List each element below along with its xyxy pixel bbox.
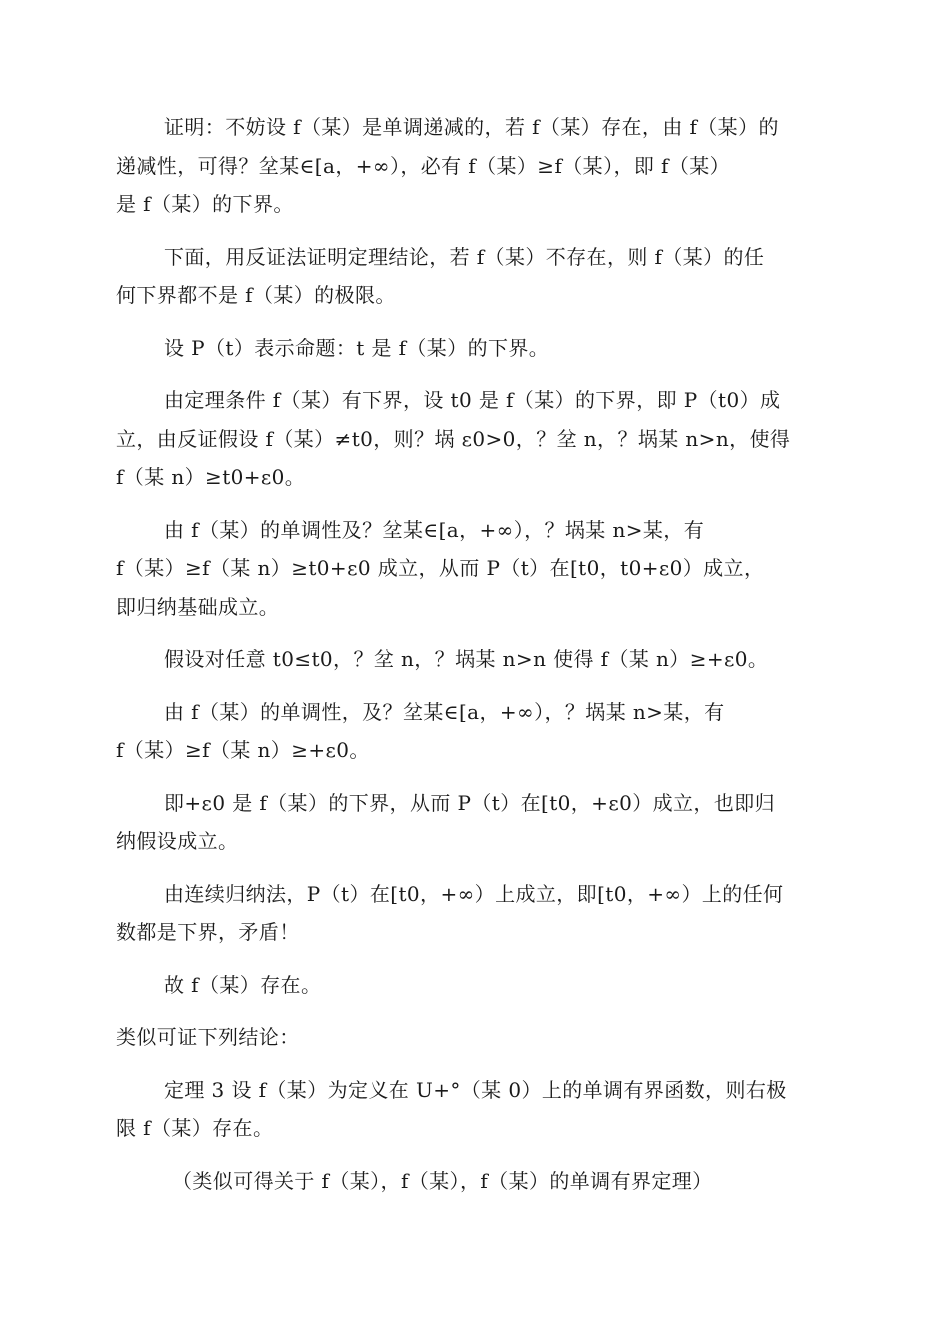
document-body bbox=[116, 108, 836, 1214]
paragraph-lower-bound bbox=[116, 784, 836, 861]
text-line: 证明：不妨设 f（某）是单调递减的，若 f（某）存在，由 f（某）的 bbox=[164, 115, 779, 139]
paragraph-note bbox=[116, 1162, 836, 1201]
text-line: f（某 n）≥t0+ε0。 bbox=[116, 465, 306, 489]
text-line: 由 f（某）的单调性及？坌某∈[a，+∞），？埚某 n>某，有 bbox=[164, 517, 705, 542]
text-line: 由连续归纳法，P（t）在[t0，+∞）上成立，即[t0，+∞）上的任何 bbox=[164, 881, 784, 906]
text-line: 由定理条件 f（某）有下界，设 t0 是 f（某）的下界，即 P（t0）成 bbox=[164, 388, 781, 412]
text-line: f（某）≥f（某 n）≥t0+ε0 成立，从而 P（t）在[t0，t0+ε0）成立， bbox=[116, 556, 765, 580]
text-line: 设 P（t）表示命题：t 是 f（某）的下界。 bbox=[164, 335, 550, 360]
text-line: f（某）≥f（某 n）≥+ε0。 bbox=[116, 738, 370, 762]
paragraph-base-case bbox=[116, 381, 836, 497]
text-line: 是 f（某）的下界。 bbox=[116, 192, 294, 216]
paragraph-contradiction-setup bbox=[116, 238, 836, 315]
text-line: 何下界都不是 f（某）的极限。 bbox=[116, 283, 396, 307]
paragraph-monotonicity-2 bbox=[116, 693, 836, 770]
text-line: 定理 3 设 f（某）为定义在 U+°（某 0）上的单调有界函数，则右极 bbox=[164, 1077, 787, 1102]
paragraph-proof-intro bbox=[116, 108, 836, 224]
paragraph-similar-results bbox=[116, 1018, 836, 1057]
paragraph-conclusion bbox=[116, 966, 836, 1005]
text-line: 数都是下界，矛盾！ bbox=[116, 920, 300, 944]
text-line: 即归纳基础成立。 bbox=[116, 594, 280, 619]
text-line: 假设对任意 t0≤t0，？坌 n，？埚某 n>n 使得 f（某 n）≥+ε0。 bbox=[164, 647, 769, 671]
text-line: 立，由反证假设 f（某）≠t0，则？埚 ε0>0，？坌 n，？埚某 n>n，使得 bbox=[116, 426, 791, 451]
text-line: 下面，用反证法证明定理结论，若 f（某）不存在，则 f（某）的任 bbox=[164, 244, 765, 269]
text-line: 纳假设成立。 bbox=[116, 829, 239, 853]
text-line: 故 f（某）存在。 bbox=[164, 972, 322, 997]
text-line: （类似可得关于 f（某），f（某），f（某）的单调有界定理） bbox=[172, 1168, 713, 1193]
text-line: 类似可证下列结论： bbox=[116, 1025, 300, 1049]
paragraph-continuous-induction bbox=[116, 875, 836, 952]
text-line: 即+ε0 是 f（某）的下界，从而 P（t）在[t0，+ε0）成立，也即归 bbox=[164, 790, 776, 815]
text-line: 递减性，可得？坌某∈[a，+∞），必有 f（某）≥f（某），即 f（某） bbox=[116, 153, 731, 178]
text-line: 由 f（某）的单调性，及？坌某∈[a，+∞），？埚某 n>某，有 bbox=[164, 699, 725, 724]
paragraph-proposition-def bbox=[116, 329, 836, 368]
paragraph-monotonicity bbox=[116, 511, 836, 627]
text-line: 限 f（某）存在。 bbox=[116, 1116, 274, 1140]
paragraph-theorem-3 bbox=[116, 1071, 836, 1148]
paragraph-induction-hypothesis bbox=[116, 640, 836, 679]
